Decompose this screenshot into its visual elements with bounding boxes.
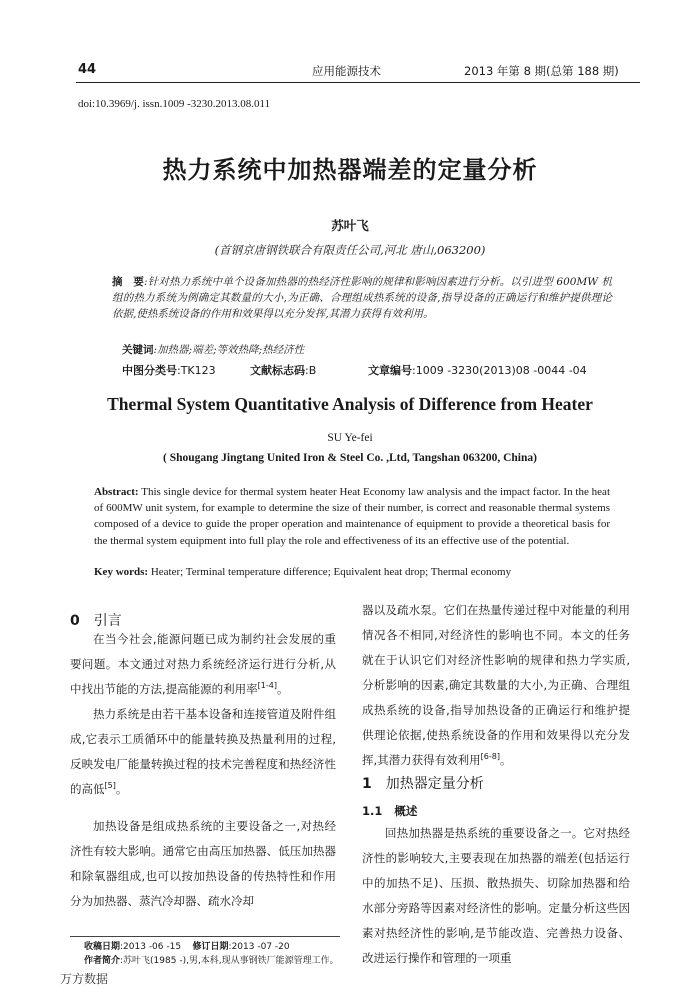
keywords-chinese-label: 关键词	[122, 344, 154, 356]
clc-label: 中图分类号	[122, 364, 177, 377]
keywords-chinese-text: :加热器;端差;等效热降;热经济性	[153, 344, 305, 356]
right-column-text-2	[362, 821, 630, 971]
abstract-chinese	[112, 274, 612, 322]
author-bio-value: :苏叶飞(1985 -),男,本科,现从事钢铁厂能源管理工作。	[120, 956, 339, 966]
paragraph-end: 。	[115, 782, 128, 796]
paragraph	[362, 598, 630, 773]
paragraph-text: 在当今社会,能源问题已成为制约社会发展的重要问题。本文通过对热力系统经济运行进行分析,从中找出节能的方法,提高能源的利用率	[70, 632, 336, 696]
issue-info: 2013 年第 8 期(总第 188 期)	[464, 64, 619, 78]
page-number: 44	[78, 62, 97, 77]
left-column-text-2	[70, 814, 336, 914]
doc-code-value: :B	[305, 364, 317, 377]
header-rule	[76, 82, 640, 83]
keywords-english-text: Heater; Terminal temperature difference; Equivalent heat drop; Thermal economy	[148, 566, 512, 578]
footnote-rule	[70, 936, 340, 937]
section-number: 1	[362, 776, 372, 792]
article-no-value: :1009 -3230(2013)08 -0044 -04	[412, 364, 587, 377]
revised-value: :2013 -07 -20	[228, 942, 290, 952]
paragraph: 加热设备是组成热系统的主要设备之一,对热经济性有较大影响。通常它由高压加热器、低压加热器和除氧器组成,也可以按加热设备的传热特性和作用分为加热器、蒸汽冷却器、疏水冷却	[70, 819, 336, 908]
author-chinese: 苏叶飞	[331, 218, 369, 233]
paragraph-end: 。	[499, 753, 512, 767]
citation[interactable]: [5]	[104, 781, 116, 791]
paragraph-end: 。	[276, 682, 289, 696]
author-english: SU Ye-fei	[327, 432, 373, 444]
abstract-english-label: Abstract:	[94, 486, 139, 498]
keywords-english-label: Key words:	[94, 566, 149, 578]
revised-label: 修订日期	[192, 942, 229, 952]
section-title: 加热器定量分析	[385, 776, 484, 792]
title-chinese: 热力系统中加热器端差的定量分析	[162, 155, 538, 184]
abstract-english	[94, 484, 610, 549]
received-value: :2013 -06 -15	[120, 942, 182, 952]
subsection-heading-overview	[362, 803, 417, 819]
keywords-chinese	[122, 342, 304, 357]
doi[interactable]: doi:10.3969/j. issn.1009 -3230.2013.08.011	[78, 98, 271, 110]
title-english: Thermal System Quantitative Analysis of Difference from Heater	[107, 394, 593, 414]
affiliation-chinese: (首钢京唐钢铁联合有限责任公司,河北 唐山,063200)	[214, 243, 486, 257]
article-no-label: 文章编号	[368, 364, 412, 377]
keywords-english	[94, 566, 624, 578]
paragraph-text: 器以及疏水泵。它们在热量传递过程中对能量的利用情况各不相同,对经济性的影响也不同。本文的任务就在于认识它们对经济性影响的规律和热力学实质,分析影响的因素,确定其数量的大小,为正确、合理组成热系统的设备,指导加热设备的正确运行和维护提供理论依据,使热系统设备的作用和效果得以充分发挥,其潜力获得有效利用	[362, 603, 630, 767]
affiliation-english: ( Shougang Jingtang United Iron & Steel Co. ,Ltd, Tangshan 063200, China)	[163, 452, 537, 464]
received-label: 收稿日期	[84, 942, 121, 952]
left-column-text	[70, 627, 336, 802]
journal-name: 应用能源技术	[312, 64, 381, 78]
paragraph: 回热加热器是热系统的重要设备之一。它对热经济性的影响较大,主要表现在加热器的端差(包括运行中的加热不足)、压损、散热损失、切除加热器和给水部分旁路等因素对经济性的影响。定量分析这些因素对热经济性的影响,是节能改造、完善热力设备、改进运行操作和管理的一项重	[362, 826, 630, 965]
clc-value: :TK123	[177, 364, 216, 377]
subsection-number: 1.1	[362, 804, 383, 818]
footnote	[84, 940, 340, 968]
abstract-english-text: This single device for thermal system heater Heat Economy law analysis and the impact factor. In the heat of 600MW unit system, for example to determine the size of their number, is correct and reasonable thermal systems composed of a device to guide the proper operation and maintenance of equipment to provide a theoretical basis for the thermal system equipment into full play the role and effectiveness of its an effective use of the potential.	[94, 486, 610, 547]
abstract-chinese-text: :针对热力系统中单个设备加热器的热经济性影响的规律和影响因素进行分析。以引进型 600MW 机组的热力系统为例确定其数量的大小,为正确、合理组成热系统的设备,指导设备的正确运行和维护提供理论依据,使热系统设备的作用和效果得以充分发挥,其潜力获得有效利用。	[112, 276, 613, 320]
author-bio-label: 作者简介	[84, 956, 121, 966]
right-column-text	[362, 598, 630, 773]
section-heading-heater-analysis	[362, 773, 484, 793]
citation[interactable]: [6-8]	[480, 752, 500, 762]
section-title: 引言	[93, 613, 122, 629]
watermark: 万方数据	[60, 972, 109, 986]
doc-code-label: 文献标志码	[250, 364, 305, 377]
paragraph	[70, 627, 336, 702]
citation[interactable]: [1-4]	[257, 681, 277, 691]
subsection-title: 概述	[394, 804, 418, 818]
abstract-chinese-label: 摘 要	[112, 276, 144, 288]
paragraph	[70, 702, 336, 802]
classification-row	[122, 362, 622, 378]
section-number: 0	[70, 613, 80, 629]
paragraph-text: 热力系统是由若干基本设备和连接管道及附件组成,它表示工质循环中的能量转换及热量利用的过程,反映发电厂能量转换过程的技术完善程度和热经济性的高低	[70, 707, 336, 796]
